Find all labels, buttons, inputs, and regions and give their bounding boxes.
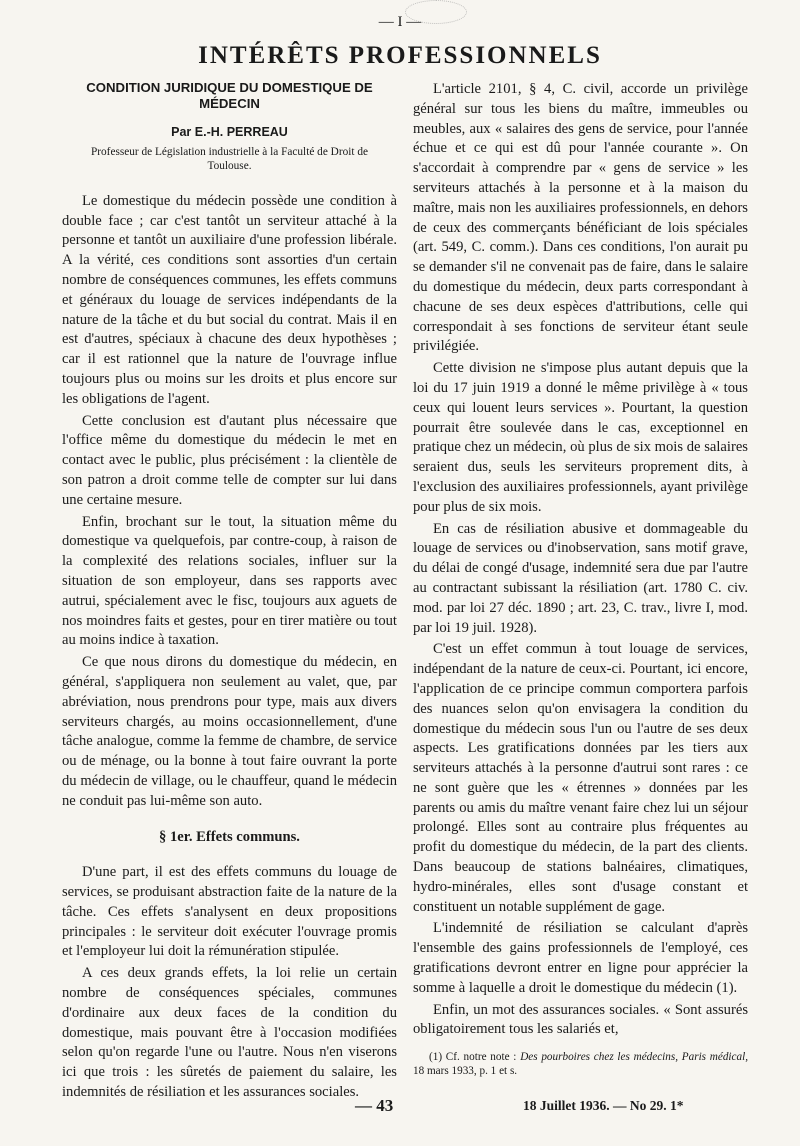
footnote-prefix: (1) Cf. notre note : <box>429 1051 517 1064</box>
top-page-number: — I — <box>378 14 422 30</box>
footnote <box>413 1048 748 1078</box>
paragraph: A ces deux grands effets, la loi relie un certain nombre de conséquences spéciales, communes d'ordinaire aux deux faces de la condition du domestique, mais pouvant être à l'occasion modifiées selon qu'on regarde l'une ou l'autre. Nous n'en viserons ici que trois : les sûretés de paiement du salaire, les indemnités de résiliation et les assurances sociales. <box>62 965 397 1101</box>
footnote-date: 18 mars 1933, p. 1 et s. <box>413 1065 518 1078</box>
paragraph: Enfin, un mot des assurances sociales. « Sont assurés obligatoirement tous les salariés et, <box>413 1001 748 1038</box>
issue-date: 18 Juillet 1936. — No 29. 1* <box>523 1098 684 1113</box>
right-column <box>413 80 748 1078</box>
paragraph: Cette division ne s'impose plus autant depuis que la loi du 17 juin 1919 a donné le même privilège à « tous ceux qui louent leurs services ». Pourtant, la question pourrait être soulevée dans le cas, exceptionnel en pratique chez un médecin, où plus de six mois de salaires seraient dus, seuls les serviteurs proprement dits, à l'exclusion des auxiliaires professionnels, ayant privilège pour plus de six mois. <box>413 360 748 515</box>
paragraph: L'indemnité de résiliation se calculant d'après l'ensemble des gains professionnels de l'employé, ces gratifications devront entrer en ligne pour apprécier la somme à laquelle a droit le domestique du médecin (1). <box>413 920 748 996</box>
subheading: § 1er. Effets communs. <box>159 828 300 845</box>
paragraph: Enfin, brochant sur le tout, la situation même du domestique va quelquefois, par contre-coup, à raison de la complexité des relations sociales, influer sur la situation de son employeur, dans ses rapports avec autrui, spécialement avec le fisc, toujours aux aguets de nos moindres faits et gestes, pour en tirer matière ou tout au moins indice à taxation. <box>62 513 397 649</box>
article-author: Par E.-H. PERREAU <box>171 125 288 139</box>
paragraph: L'article 2101, § 4, C. civil, accorde un privilège général sur tous les biens du maître, immeubles ou meubles, aux « salaires des gens de service, pour l'année échue et ce qui est dû pour l'année courante ». On s'accordait à comprendre par « gens de service » les serviteurs attachés à la personne et à la maison du maître, mais non les auxiliaires professionnels, en dehors de ceux des commerçants bénéficiant de lois spéciales (art. 549, C. comm.). Dans ces conditions, l'on aurait pu se demander s'il ne convenait pas de faire, dans le salaire du domestique du médecin, deux parts correspondant à chacune de ses deux espèces d'attributions, celle qui correspondait à ses fonctions de serviteur étant seule privilégiée. <box>413 81 748 355</box>
left-column <box>62 80 397 1103</box>
paragraph: D'une part, il est des effets communs du louage de services, se produisant abstraction faite de la nature de la tâche. Ces effets s'analysent en deux propositions principales : le serviteur doit exécuter l'ouvrage promis et l'employeur lui doit la rémunération stipulée. <box>62 864 397 960</box>
paragraph: Cette conclusion est d'autant plus nécessaire que l'office même du domestique du médecin le met en contact avec le public, plus précisément : la clientèle de son patron a droit comme telle de compter sur lui dans une certaine mesure. <box>62 412 397 508</box>
article-title: CONDITION JURIDIQUE DU DOMESTIQUE DE MÉDECIN <box>86 80 373 111</box>
paragraph: C'est un effet commun à tout louage de services, indépendant de la nature de ceux-ci. Pourtant, ici encore, l'application de ce principe commun comportera parfois des nuances selon qu'on envisagera la condition du domestique du médecin sous l'un ou l'autre de ses deux aspects. Les gratifications données par les tiers aux serviteurs attachés à la personne d'autrui sont rares : ce ne sont guère que les « étrennes » données par les parents ou amis du maître venant faire chez lui un séjour prolongé. Elles sont au contraire plus fréquentes au profit du domestique du médecin, de la part des clients. Dans beaucoup de stations balnéaires, climatiques, hydro-minérales, elles sont d'usage constant et constituent un notable supplément de gage. <box>413 641 748 915</box>
section-title: INTÉRÊTS PROFESSIONNELS <box>198 42 602 69</box>
author-affiliation: Professeur de Législation industrielle à la Faculté de Droit de Toulouse. <box>90 145 368 172</box>
footnote-citation: Des pourboires chez les médecins, Paris médical, <box>520 1051 748 1064</box>
paragraph: Le domestique du médecin possède une condition à double face ; car c'est tantôt un serviteur attaché à la personne et tantôt un auxiliaire d'une profession libérale. A la vérité, ces conditions sont assorties d'un certain nombre de conséquences communes, les effets communs et généraux du louage de services indépendants de la nature de la tâche et du but social du contrat. Mais il en est d'autres, spéciaux à chacune des deux hypothèses ; car il est rationnel que la nature de l'ouvrage influe toujours plus ou moins sur les droits et plus encore sur les obligations de l'agent. <box>62 192 397 407</box>
paragraph: Ce que nous dirons du domestique du médecin, en général, s'appliquera non seulement au valet, que, par abréviation, nous prendrons pour type, mais aux divers serviteurs chargés, au moins occasionnellement, d'une tâche analogue, comme la femme de chambre, de service ou de ménage, ou la bonne à tout faire ouvrant la porte du médecin de village, ou le chauffeur, quand le médecin ne conduit pas lui-même son auto. <box>62 654 397 809</box>
bottom-page-number: — 43 <box>355 1096 394 1115</box>
paragraph: En cas de résiliation abusive et dommageable du louage de services ou d'inobservation, sans motif grave, du délai de congé d'usage, indemnité sera due par l'autre au contractant subissant la résiliation (art. 1780 C. civ. mod. par loi 27 déc. 1890 ; art. 23, C. trav., livre I, mod. par loi 19 juil. 1928). <box>413 520 748 636</box>
